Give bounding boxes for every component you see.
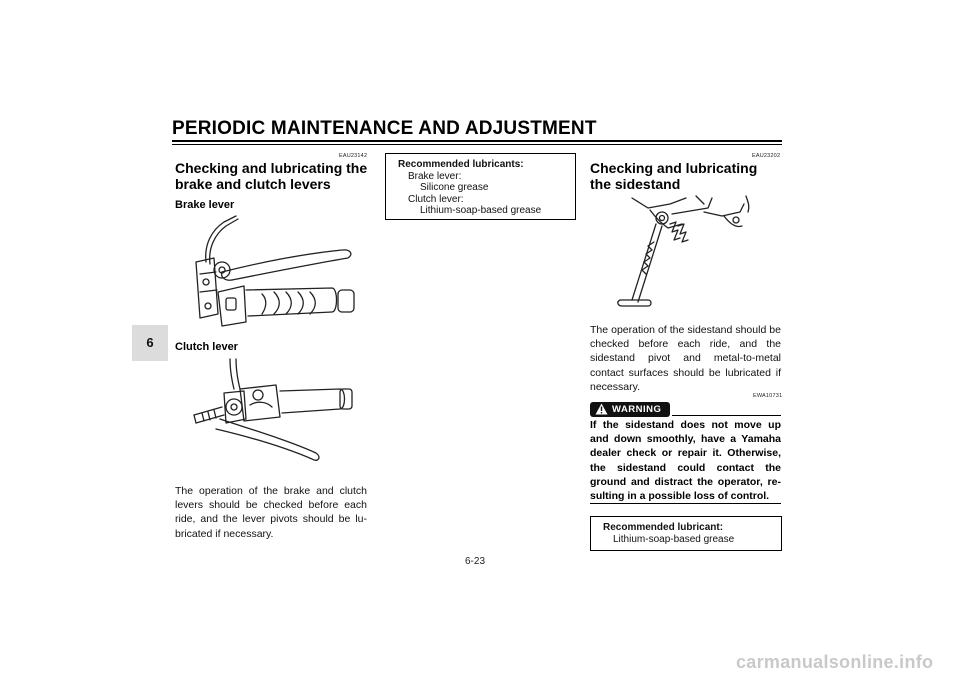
brake-lever-illustration: [192, 214, 366, 330]
recommended-lubricant-box: [590, 516, 782, 551]
levers-paragraph: The operation of the brake and clutch levers should be checked before each ride, and the lever pivots should be lu-bricated if necessary.: [175, 485, 367, 540]
lubricant-value: Lithium-soap-based grease: [613, 533, 735, 545]
lubricants-clutch-label: Clutch lever:: [408, 193, 464, 205]
chapter-tab: [132, 325, 168, 361]
warning-code: EWA10731: [753, 393, 783, 399]
page-header-title: PERIODIC MAINTENANCE AND ADJUSTMENT: [172, 118, 597, 139]
warning-bottom-rule: [590, 503, 781, 504]
warning-label: WARNING: [612, 404, 662, 415]
warning-text: If the sidestand does not move up and down smoothly, have a Yamaha dealer check or repair it. Otherwise, the sidestand could contact the ground and distract the operator, re-sulting in a possible loss of control.: [590, 419, 781, 503]
warning-badge: [590, 402, 670, 417]
lubricants-brake-label: Brake lever:: [408, 170, 462, 182]
brake-lever-label: Brake lever: [175, 199, 235, 211]
sidestand-illustration: [612, 194, 760, 316]
page-number: 6-23: [465, 556, 486, 567]
clutch-lever-illustration: [190, 357, 360, 467]
section-heading-sidestand: Checking and lubricating the sidestand: [590, 160, 758, 192]
warning-triangle-icon: [595, 403, 608, 415]
section-heading-levers: Checking and lubricating the brake and clutch levers: [175, 160, 368, 192]
clutch-lever-label: Clutch lever: [175, 341, 238, 353]
lubricants-title: Recommended lubricants:: [398, 159, 524, 170]
warning-rule: [672, 415, 781, 416]
lubricants-clutch-value: Lithium-soap-based grease: [420, 205, 542, 216]
section-code: EAU23142: [339, 153, 368, 159]
section-code: EAU23202: [752, 153, 781, 159]
watermark: carmanualsonline.info: [736, 652, 934, 672]
header-rule-thin: [172, 144, 782, 145]
header-rule: [172, 140, 782, 142]
lubricants-brake-value: Silicone grease: [420, 182, 489, 193]
chapter-tab-label: 6: [146, 335, 154, 350]
sidestand-paragraph: The operation of the sidestand should be checked before each ride, and the sidestand pivot and metal-to-metal contact surfaces should be lubricated if necessary.: [590, 324, 781, 393]
recommended-lubricants-box: [385, 153, 576, 220]
lubricant-title: Recommended lubricant:: [603, 522, 724, 533]
warning-header: [590, 402, 781, 418]
